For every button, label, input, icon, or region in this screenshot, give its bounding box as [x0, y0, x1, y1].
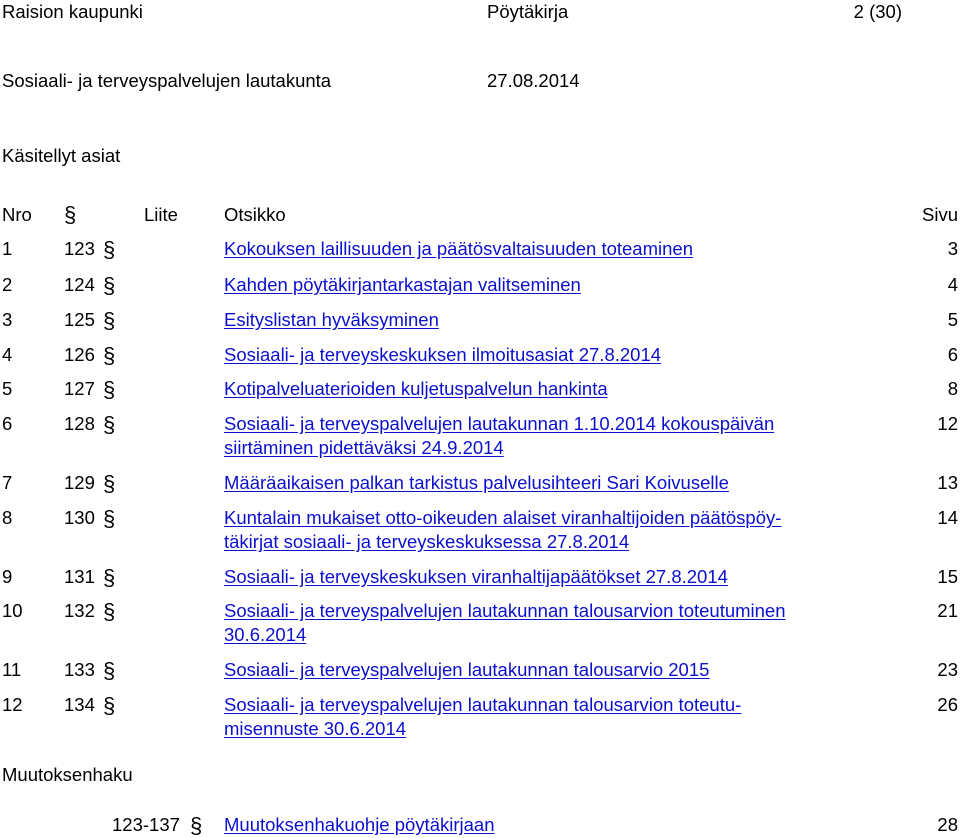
row-nro: 3	[2, 309, 13, 330]
row-title-link[interactable]: Sosiaali- ja terveyspalvelujen lautakunnan 1.10.2014 kokouspäivän	[224, 413, 775, 434]
row-number: 129	[64, 472, 95, 493]
row-number: 127	[64, 378, 95, 399]
row-para-sign: §	[103, 308, 116, 333]
row-title-link[interactable]: Sosiaali- ja terveyskeskuksen ilmoitusasiat 27.8.2014	[224, 344, 662, 365]
appeal-link[interactable]: Muutoksenhakuohje pöytäkirjaan	[224, 814, 495, 835]
row-page: 15	[937, 566, 958, 587]
row-page: 4	[947, 274, 958, 295]
document-type: Pöytäkirja	[487, 1, 569, 22]
row-number: 130	[64, 507, 95, 528]
row-para-sign: §	[103, 273, 116, 298]
row-nro: 2	[2, 274, 13, 295]
meeting-date: 27.08.2014	[487, 70, 580, 91]
appeal-range: 123-137	[112, 814, 180, 835]
row-title-link[interactable]: Sosiaali- ja terveyspalvelujen lautakunnan talousarvion toteutu-	[224, 694, 742, 715]
row-title-link[interactable]: täkirjat sosiaali- ja terveyskeskuksessa 27.8.2014	[224, 531, 630, 552]
row-number: 126	[64, 344, 95, 365]
col-nro: Nro	[2, 204, 32, 225]
row-page: 5	[947, 309, 958, 330]
row-page: 12	[937, 413, 958, 434]
row-nro: 9	[2, 566, 13, 587]
row-para-sign: §	[103, 377, 116, 402]
row-title-link[interactable]: Sosiaali- ja terveyspalvelujen lautakunnan talousarvio 2015	[224, 659, 710, 680]
row-page: 26	[937, 694, 958, 715]
row-para-sign: §	[103, 506, 116, 531]
page-number: 2 (30)	[853, 1, 902, 22]
row-title-link[interactable]: siirtäminen pidettäväksi 24.9.2014	[224, 437, 504, 458]
row-nro: 10	[2, 600, 23, 621]
row-page: 21	[937, 600, 958, 621]
row-para-sign: §	[103, 599, 116, 624]
row-para-sign: §	[103, 343, 116, 368]
row-para-sign: §	[103, 237, 116, 262]
row-nro: 1	[2, 238, 13, 259]
section-title: Käsitellyt asiat	[2, 145, 121, 166]
row-para-sign: §	[103, 658, 116, 683]
appeal-title: Muutoksenhaku	[2, 764, 133, 785]
org-name: Raision kaupunki	[2, 1, 143, 22]
appeal-para: §	[190, 813, 203, 838]
row-title-link[interactable]: 30.6.2014	[224, 624, 307, 645]
row-number: 133	[64, 659, 95, 680]
row-page: 14	[937, 507, 958, 528]
row-para-sign: §	[103, 412, 116, 437]
row-page: 6	[947, 344, 958, 365]
row-title-link[interactable]: Kotipalveluaterioiden kuljetuspalvelun hankinta	[224, 378, 608, 399]
row-number: 125	[64, 309, 95, 330]
row-page: 3	[947, 238, 958, 259]
col-sivu: Sivu	[922, 204, 958, 225]
row-para-sign: §	[103, 471, 116, 496]
row-nro: 12	[2, 694, 23, 715]
row-page: 13	[937, 472, 958, 493]
row-nro: 5	[2, 378, 13, 399]
row-number: 128	[64, 413, 95, 434]
appeal-page: 28	[937, 814, 958, 835]
row-number: 134	[64, 694, 95, 715]
row-title-link[interactable]: Kahden pöytäkirjantarkastajan valitseminen	[224, 274, 581, 295]
row-title-link[interactable]: Sosiaali- ja terveyskeskuksen viranhaltijapäätökset 27.8.2014	[224, 566, 728, 587]
row-nro: 8	[2, 507, 13, 528]
row-number: 132	[64, 600, 95, 621]
row-title-link[interactable]: misennuste 30.6.2014	[224, 718, 407, 739]
board-name: Sosiaali- ja terveyspalvelujen lautakunta	[2, 70, 332, 91]
row-nro: 11	[2, 659, 22, 680]
col-otsikko: Otsikko	[224, 204, 286, 225]
col-para: §	[64, 202, 77, 227]
row-nro: 7	[2, 472, 13, 493]
row-title-link[interactable]: Kokouksen laillisuuden ja päätösvaltaisuuden toteaminen	[224, 238, 693, 259]
row-title-link[interactable]: Kuntalain mukaiset otto-oikeuden alaiset viranhaltijoiden päätöspöy-	[224, 507, 782, 528]
row-title-link[interactable]: Määräaikaisen palkan tarkistus palvelusihteeri Sari Koivuselle	[224, 472, 729, 493]
row-para-sign: §	[103, 565, 116, 590]
row-nro: 4	[2, 344, 13, 365]
row-page: 23	[937, 659, 958, 680]
row-number: 124	[64, 274, 95, 295]
row-nro: 6	[2, 413, 13, 434]
row-page: 8	[947, 378, 958, 399]
row-title-link[interactable]: Sosiaali- ja terveyspalvelujen lautakunnan talousarvion toteutuminen	[224, 600, 786, 621]
row-number: 131	[64, 566, 95, 587]
row-number: 123	[64, 238, 95, 259]
col-liite: Liite	[144, 204, 178, 225]
row-title-link[interactable]: Esityslistan hyväksyminen	[224, 309, 439, 330]
row-para-sign: §	[103, 693, 116, 718]
